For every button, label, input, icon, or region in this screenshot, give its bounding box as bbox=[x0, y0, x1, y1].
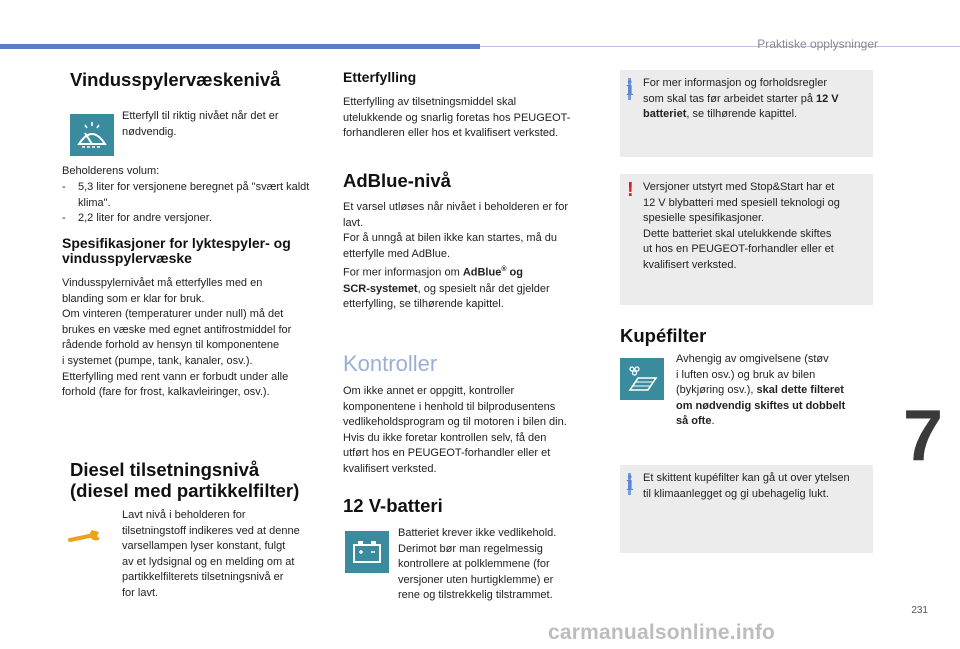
warning-line: Dette batteriet skal utelukkende skiftes bbox=[643, 227, 832, 240]
battery-title: 12 V-batteri bbox=[343, 495, 443, 516]
warning-line: 12 V blybatteri med spesiell teknologi og bbox=[643, 196, 840, 209]
washer-refill-text: Etterfyll til riktig nivået når det er nødvendig. bbox=[122, 110, 279, 138]
cabin-line: Avhengig av omgivelsene (støv bbox=[676, 353, 829, 365]
cabin-line: i luften osv.) og bruk av bilen bbox=[676, 368, 816, 381]
battery-info-box bbox=[620, 70, 873, 157]
header-rule bbox=[480, 46, 960, 47]
cabin-line: så ofte. bbox=[676, 415, 715, 428]
cabin-filter-paragraph bbox=[676, 352, 876, 430]
cabin-line: om nødvendig skiftes ut dobbelt bbox=[676, 399, 846, 412]
adblue-line: Et varsel utløses når nivået i beholderen er for bbox=[343, 201, 569, 213]
header-accent-bar bbox=[0, 44, 480, 49]
warning-line: spesielle spesifikasjoner. bbox=[643, 212, 765, 225]
cabin-filter-info-box bbox=[620, 465, 873, 553]
refill-paragraph bbox=[343, 95, 608, 142]
alert-icon: ! bbox=[627, 179, 634, 201]
refill-title: Etterfylling bbox=[343, 69, 417, 85]
refill-line: forhandleren eller hos et kvalifisert verksted. bbox=[343, 127, 559, 140]
battery-line: kontrollere at polklemmene (for bbox=[398, 558, 550, 571]
info-line: For mer informasjon og forholdsregler bbox=[643, 77, 828, 89]
info-line: til klimaanlegget og gi ubehagelig lukt. bbox=[643, 487, 829, 500]
control-line: Om ikke annet er oppgitt, kontroller bbox=[343, 385, 515, 397]
warning-line: kvalifisert verksted. bbox=[643, 258, 737, 271]
volume-item: - 2,2 liter for andre versjoner. bbox=[62, 211, 324, 227]
control-line: utført hos en PEUGEOT-forhandler eller et bbox=[343, 447, 551, 460]
control-title: Kontroller bbox=[343, 351, 438, 376]
info-icon: i bbox=[626, 76, 634, 100]
battery-icon bbox=[345, 531, 389, 573]
adblue-title: AdBlue-nivå bbox=[343, 170, 451, 191]
adblue-reference: For mer informasjon om AdBlue® og bbox=[343, 266, 523, 280]
watermark: carmanualsonline.info bbox=[548, 621, 776, 644]
battery-line: Batteriet krever ikke vedlikehold. bbox=[398, 527, 557, 539]
battery-line: Derimot bør man regelmessig bbox=[398, 542, 543, 555]
cabin-line: (bykjøring osv.), skal dette filteret bbox=[676, 384, 844, 397]
spec-line: Etterfylling med rent vann er forbudt under alle bbox=[62, 370, 289, 383]
chapter-number: 7 bbox=[902, 396, 944, 476]
diesel-line: varsellampen lyser konstant, fulgt bbox=[122, 540, 286, 553]
control-line: komponentene i henhold til bilprodusentens bbox=[343, 400, 556, 413]
diesel-paragraph bbox=[122, 508, 327, 602]
diesel-line: for lavt. bbox=[122, 586, 159, 599]
diesel-title-line: (diesel med partikkelfilter) bbox=[70, 480, 300, 501]
adblue-reference: SCR-systemet, og spesielt når det gjelder bbox=[343, 282, 550, 295]
control-line: kvalifisert verksted. bbox=[343, 462, 437, 475]
control-line: Hvis du ikke foretar kontrollen selv, få den bbox=[343, 431, 547, 444]
spec-paragraph bbox=[62, 276, 327, 401]
refill-line: utelukkende og snarlig foretas hos PEUGEOT- bbox=[343, 111, 571, 124]
adblue-line: For å unngå at bilen ikke kan startes, må du bbox=[343, 232, 558, 245]
page-number: 231 bbox=[911, 605, 928, 616]
spec-line: i systemet (pumpe, tank, kanaler, osv.). bbox=[62, 354, 253, 367]
diesel-line: Lavt nivå i beholderen for bbox=[122, 509, 246, 521]
spec-line: brukes en væske med egnet antifrostmiddel for bbox=[62, 323, 292, 336]
control-line: vedlikeholdsprogram og til motoren i bilen din. bbox=[343, 416, 567, 429]
spec-line: Om vinteren (temperaturer under null) må det bbox=[62, 308, 284, 321]
spec-line: Vindusspylernivået må etterfylles med en bbox=[62, 277, 263, 289]
volume-item: - 5,3 liter for versjonene beregnet på "svært kaldt klima". bbox=[62, 180, 324, 211]
control-paragraph bbox=[343, 384, 608, 478]
cabin-filter-title: Kupéfilter bbox=[620, 325, 707, 346]
battery-line: rene og tilstrekkelig tilstrammet. bbox=[398, 589, 553, 602]
stop-start-warning-box bbox=[620, 174, 873, 305]
diesel-title-line: Diesel tilsetningsnivå bbox=[70, 459, 260, 480]
battery-paragraph bbox=[398, 526, 613, 604]
washer-fluid-title: Vindusspylervæskenivå bbox=[70, 69, 281, 90]
spec-line: blanding som er klar for bruk. bbox=[62, 292, 205, 305]
warning-line: ut hos en PEUGEOT-forhandler eller et bbox=[643, 243, 834, 256]
volume-intro: Beholderens volum: bbox=[62, 165, 160, 177]
info-line: Et skittent kupéfilter kan gå ut over ytelsen bbox=[643, 472, 850, 484]
spec-line: rådende forhold av hensyn til komponentene bbox=[62, 339, 280, 352]
refill-line: Etterfylling av tilsetningsmiddel skal bbox=[343, 96, 517, 108]
adblue-line: lavt. bbox=[343, 216, 364, 229]
diesel-line: tilsetningstoff indikeres ved at denne bbox=[122, 524, 300, 537]
diesel-title bbox=[70, 459, 299, 501]
info-icon: i bbox=[626, 471, 634, 495]
info-line: som skal tas før arbeidet starter på 12 V bbox=[643, 92, 839, 105]
adblue-reference: etterfylling, se tilhørende kapittel. bbox=[343, 298, 504, 311]
diesel-line: partikkelfilterets tilsetningsnivå er bbox=[122, 571, 284, 584]
adblue-paragraph bbox=[343, 200, 608, 313]
spec-title: Spesifikasjoner for lyktespyler- og vindusspylervæske bbox=[62, 235, 291, 266]
section-label: Praktiske opplysninger bbox=[757, 37, 878, 51]
windscreen-washer-icon bbox=[70, 114, 114, 156]
adblue-line: etterfylle med AdBlue. bbox=[343, 247, 451, 260]
battery-line: versjoner uten hurtigklemme) er bbox=[398, 573, 554, 586]
diesel-line: av et lydsignal og en melding om at bbox=[122, 555, 295, 568]
cabin-filter-icon bbox=[620, 358, 664, 400]
warning-line: Versjoner utstyrt med Stop&Start har et bbox=[643, 181, 835, 193]
spec-line: forhold (fare for frost, kalkavleiringer, osv.). bbox=[62, 386, 270, 399]
info-line: batteriet, se tilhørende kapittel. bbox=[643, 108, 798, 121]
wrench-warning-icon bbox=[64, 520, 108, 550]
